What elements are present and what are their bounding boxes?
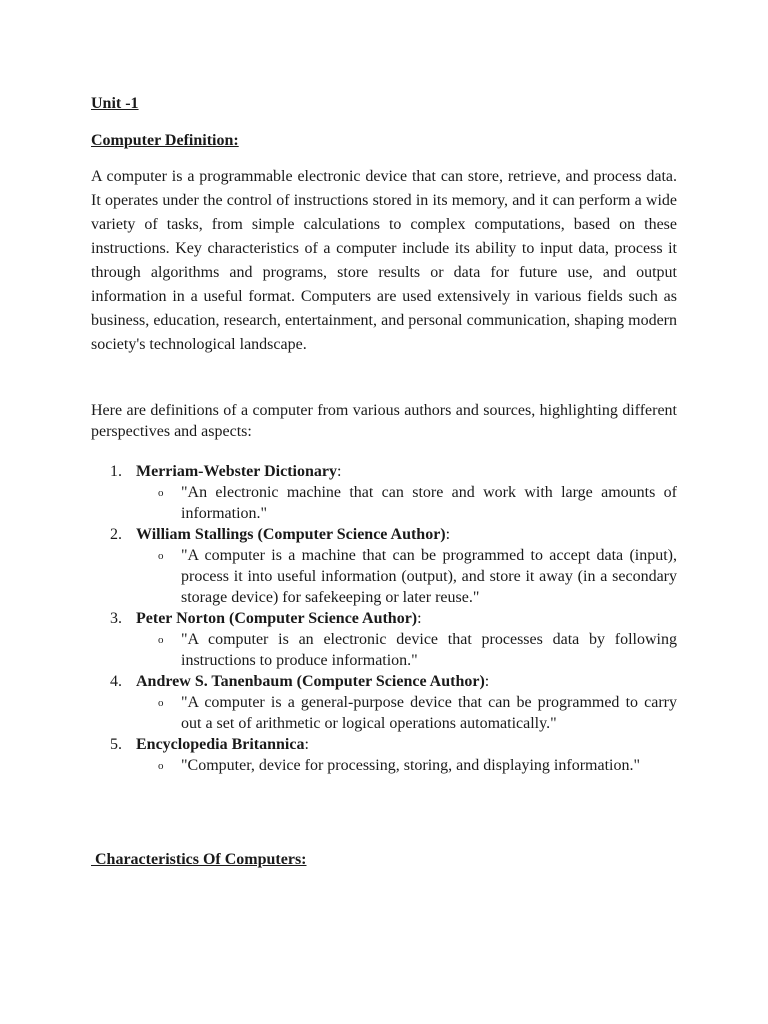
intro-paragraph: A computer is a programmable electronic device that can store, retrieve, and process data. It operates under the control of instructions stored in its memory, and it can perform a wide variety of tasks, from simple calculations to complex computations, based on these instructions. Key characteristics of a computer include its ability to input data, process it through algorithms and programs, store results or data for future use, and output information in a useful format. Computers are used extensively in various fields such as business, education, research, entertainment, and personal communication, shaping modern society's technological landscape. (91, 168, 677, 353)
characteristics-heading: Characteristics Of Computers: (91, 851, 307, 868)
definitions-lead-paragraph: Here are definitions of a computer from various authors and sources, highlighting different perspectives and aspects: (91, 402, 677, 440)
definition-item (91, 671, 677, 734)
definition-colon: : (336, 463, 342, 480)
definition-quote-list (136, 755, 677, 776)
definition-quote (136, 545, 677, 608)
definition-number: 2. (110, 526, 122, 543)
definition-source: Andrew S. Tanenbaum (Computer Science Author) (136, 673, 485, 690)
definition-quote-list (136, 545, 677, 608)
definition-quote-list (136, 482, 677, 524)
definition-item (91, 524, 677, 608)
circle-bullet-icon: o (158, 697, 164, 709)
definition-item (91, 608, 677, 671)
computer-definition-heading: Computer Definition: (91, 132, 239, 149)
unit-heading: Unit -1 (91, 95, 139, 112)
definition-quote-list (136, 692, 677, 734)
definition-number: 4. (110, 673, 122, 690)
definition-quote-text: "Computer, device for processing, storing, and displaying information." (181, 757, 640, 774)
definition-quote-text: "A computer is an electronic device that processes data by following instructions to produce information." (181, 631, 677, 669)
definition-source: William Stallings (Computer Science Author) (136, 526, 446, 543)
definition-item (91, 734, 677, 776)
definition-quote (136, 755, 677, 776)
definition-number: 1. (110, 463, 122, 480)
definition-source: Peter Norton (Computer Science Author) (136, 610, 418, 627)
circle-bullet-icon: o (158, 760, 164, 772)
definition-quote-list (136, 629, 677, 671)
definition-number: 3. (110, 610, 122, 627)
definitions-list (91, 461, 677, 776)
definition-quote-text: "A computer is a general-purpose device that can be programmed to carry out a set of arithmetic or logical operations automatically." (181, 694, 677, 732)
definition-colon: : (484, 673, 490, 690)
definition-colon: : (304, 736, 309, 753)
definition-colon: : (445, 526, 451, 543)
definition-source: Merriam-Webster Dictionary (136, 463, 337, 480)
definition-number: 5. (110, 736, 122, 753)
definition-item (91, 461, 677, 524)
circle-bullet-icon: o (158, 550, 164, 562)
definition-quote (136, 629, 677, 671)
definition-colon: : (417, 610, 422, 627)
definition-quote-text: "A computer is a machine that can be programmed to accept data (input), process it into useful information (output), and store it away (in a secondary storage device) for safekeeping or later reuse." (181, 547, 677, 606)
definition-quote (136, 692, 677, 734)
definition-quote-text: "An electronic machine that can store and work with large amounts of information." (181, 484, 677, 522)
definition-quote (136, 482, 677, 524)
circle-bullet-icon: o (158, 634, 164, 646)
circle-bullet-icon: o (158, 487, 164, 499)
definition-source: Encyclopedia Britannica (136, 736, 305, 753)
